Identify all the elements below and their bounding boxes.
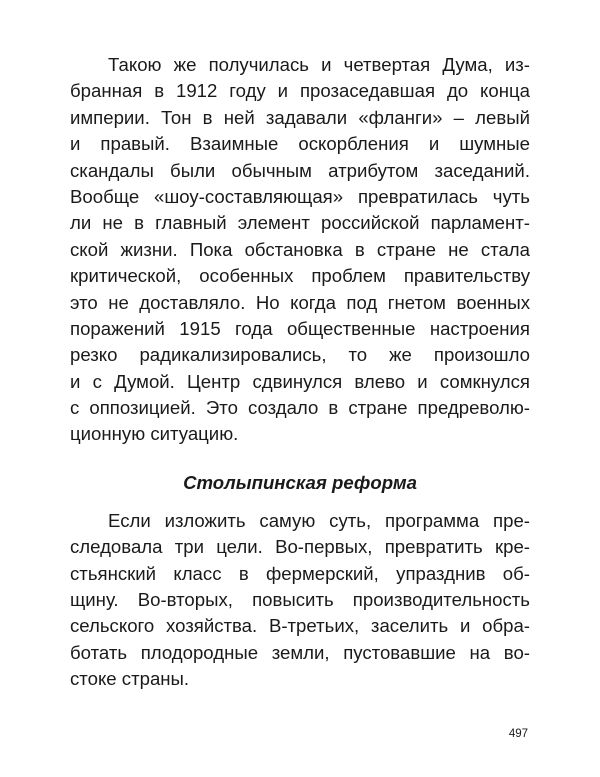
text-line: скандалы были обычным атрибутом заседаний. [70, 159, 530, 181]
text-line: стоке страны. [70, 668, 190, 690]
section-heading: Столыпинская реформа [183, 471, 417, 493]
text-line: и правый. Взаимные оскорбления и шумные [70, 133, 530, 155]
text-line: ли не в главный элемент российской парламент- [70, 212, 530, 234]
paragraph-duma [70, 52, 530, 448]
text-line: резко радикализировались, то же произошло [70, 344, 530, 366]
text-line: следовала три цели. Во-первых, превратить кре- [70, 536, 530, 558]
text-line: критической, особенных проблем правительству [70, 265, 530, 287]
text-line: ской жизни. Пока обстановка в стране не стала [70, 238, 530, 260]
text-line: стьянский класс в фермерский, упразднив об- [70, 562, 530, 584]
text-line: ционную ситуацию. [70, 423, 239, 445]
text-line: ботать плодородные земли, пустовавшие на во- [70, 641, 530, 663]
text-line: сельского хозяйства. В-третьих, заселить и обра- [70, 615, 530, 637]
page-number: 497 [508, 728, 528, 740]
text-line: это не доставляло. Но когда под гнетом военных [70, 291, 530, 313]
text-line: поражений 1915 года общественные настроения [70, 317, 530, 339]
text-line: и с Думой. Центр сдвинулся влево и сомкнулся [70, 370, 530, 392]
text-line: щину. Во-вторых, повысить производительность [70, 589, 530, 611]
paragraph-stolypin-reform [70, 508, 530, 693]
section-gap [70, 448, 530, 468]
text-line: империи. Тон в ней задавали «фланги» – левый [70, 106, 530, 128]
text-line: Такою же получилась и четвертая Дума, из- [108, 54, 530, 75]
text-line: Вообще «шоу-составляющая» превратилась чуть [70, 185, 530, 207]
text-line: с оппозицией. Это создало в стране предреволю- [70, 397, 530, 419]
text-line: Если изложить самую суть, программа пре- [108, 509, 530, 531]
page-content [70, 52, 530, 693]
text-line: бранная в 1912 году и прозаседавшая до конца [70, 80, 530, 102]
